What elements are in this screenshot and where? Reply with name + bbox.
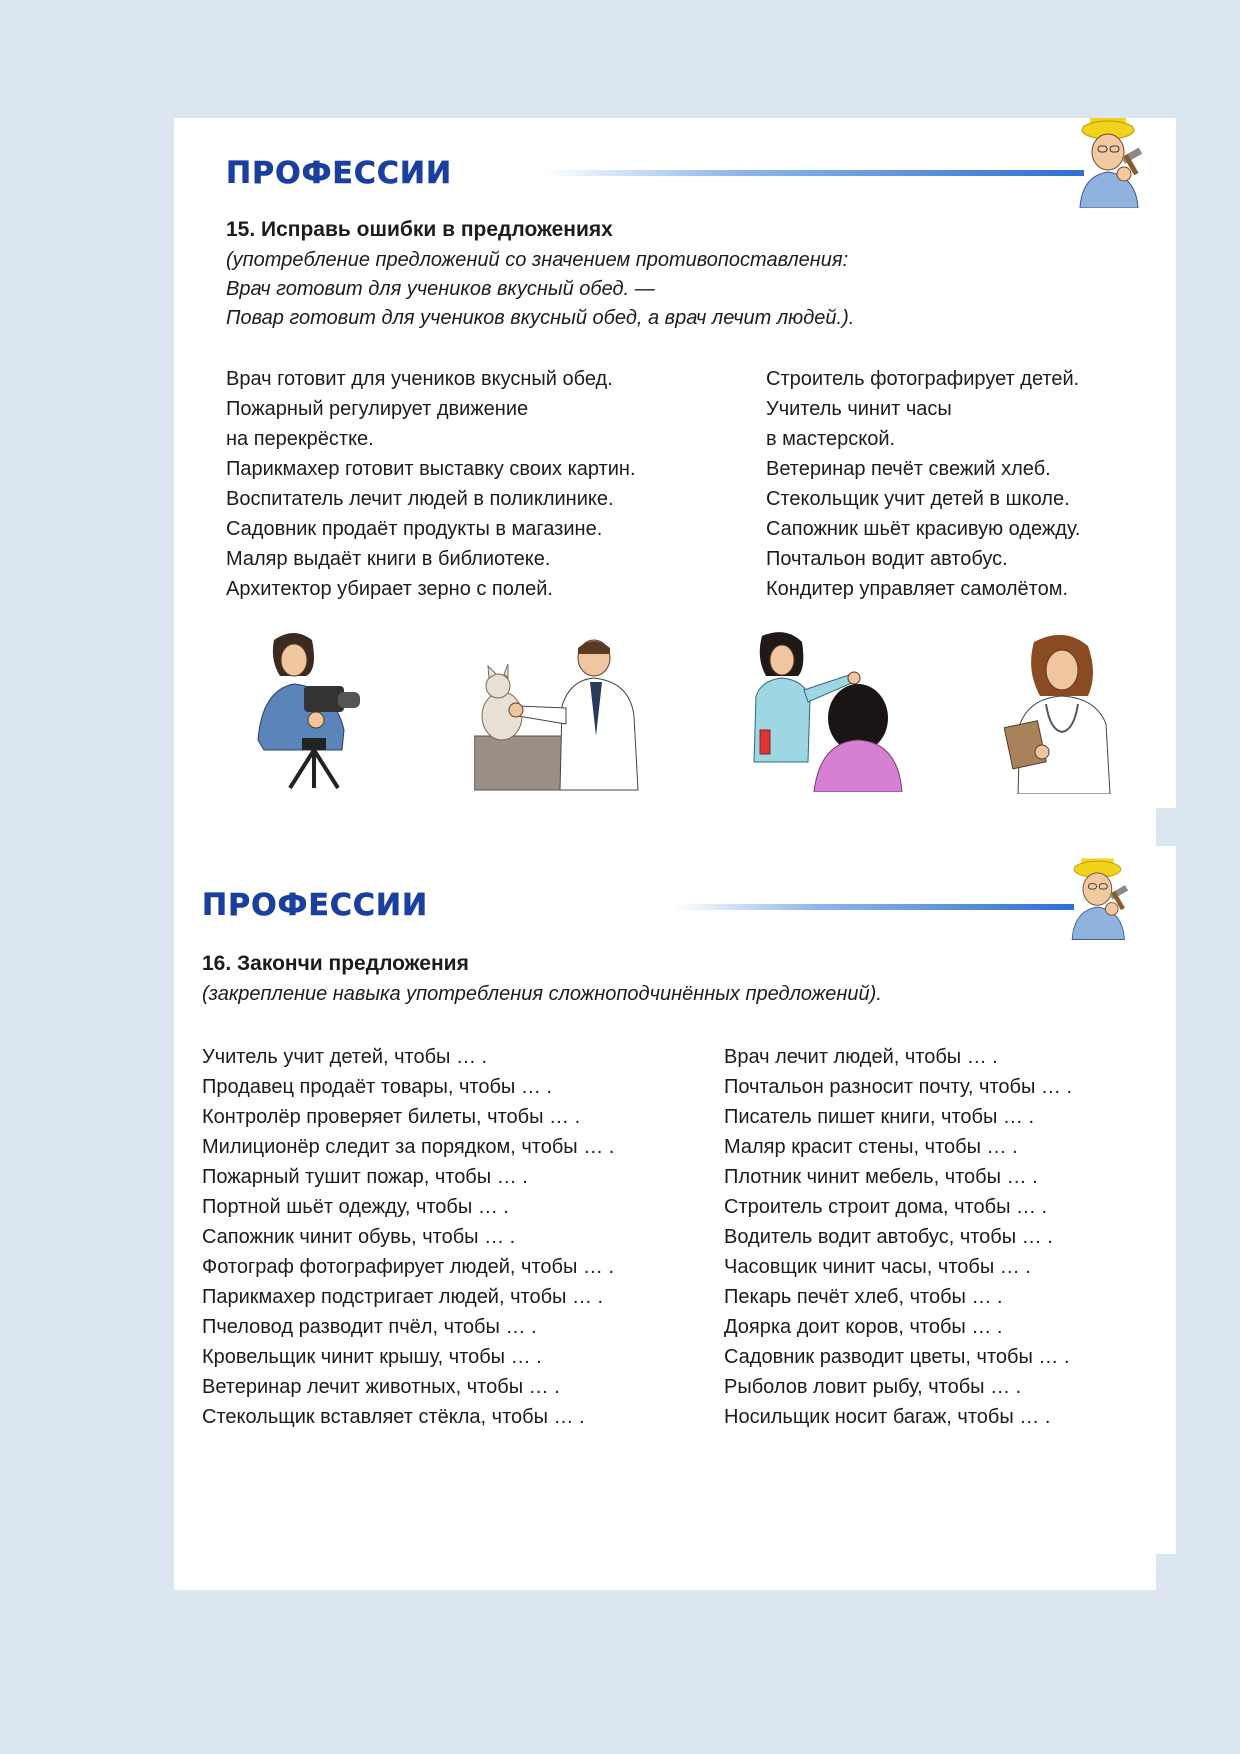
sentence-line: Стекольщик учит детей в школе. [766,488,1070,510]
sentence-line: Доярка доит коров, чтобы … . [724,1316,1003,1338]
sentence-line: Архитектор убирает зерно с полей. [226,578,553,600]
sentence-line: Сапожник чинит обувь, чтобы … . [202,1226,516,1248]
sentence-line: в мастерской. [766,428,896,450]
sentence-line: Строитель фотографирует детей. [766,368,1080,390]
sentence-line: Почтальон водит автобус. [766,548,1008,570]
sentence-line: Садовник продаёт продукты в магазине. [226,518,603,540]
task-note [202,980,882,1009]
sentence-line: Фотограф фотографирует людей, чтобы … . [202,1256,615,1278]
title-divider [544,170,1084,176]
section-title: ПРОФЕССИИ [202,888,429,923]
sentences-right-column [724,1042,1072,1432]
page-edge-notch [1156,1554,1176,1590]
sentence-line: Воспитатель лечит людей в поликлинике. [226,488,614,510]
sentence-line: Пожарный тушит пожар, чтобы … . [202,1166,528,1188]
note-line: Врач готовит для учеников вкусный обед. — [226,278,655,300]
sentence-line: Милиционёр следит за порядком, чтобы … . [202,1136,615,1158]
sentence-line: Маляр красит стены, чтобы … . [724,1136,1018,1158]
veterinarian-illustration [474,636,644,791]
sentences-left-column [202,1042,614,1432]
sentence-line: Парикмахер подстригает людей, чтобы … . [202,1286,604,1308]
sentence-line: Кровельщик чинит крышу, чтобы … . [202,1346,542,1368]
sentence-line: Контролёр проверяет билеты, чтобы … . [202,1106,581,1128]
sentence-line: Портной шьёт одежду, чтобы … . [202,1196,509,1218]
sentence-line: Ветеринар печёт свежий хлеб. [766,458,1051,480]
section-title: ПРОФЕССИИ [226,156,453,191]
note-line: (закрепление навыка употребления сложноподчинённых предложений). [202,983,882,1005]
sentence-line: Рыболов ловит рыбу, чтобы … . [724,1376,1022,1398]
sentence-line: Пожарный регулирует движение [226,398,529,420]
sentence-line: Носильщик носит багаж, чтобы … . [724,1406,1051,1428]
sentence-line: Пчеловод разводит пчёл, чтобы … . [202,1316,537,1338]
sentence-line: на перекрёстке. [226,428,374,450]
sentence-line: Врач готовит для учеников вкусный обед. [226,368,613,390]
sentence-line: Часовщик чинит часы, чтобы … . [724,1256,1031,1278]
sentence-line: Садовник разводит цветы, чтобы … . [724,1346,1070,1368]
sentence-line: Продавец продаёт товары, чтобы … . [202,1076,552,1098]
photographer-illustration [254,630,374,790]
sentence-line: Почтальон разносит почту, чтобы … . [724,1076,1073,1098]
sentence-line: Плотник чинит мебель, чтобы … . [724,1166,1038,1188]
sentence-line: Писатель пишет книги, чтобы … . [724,1106,1035,1128]
sentence-line: Пекарь печёт хлеб, чтобы … . [724,1286,1003,1308]
note-line: Повар готовит для учеников вкусный обед, а врач лечит людей.). [226,307,855,329]
task-note [226,246,854,333]
sentence-line: Учитель учит детей, чтобы … . [202,1046,488,1068]
task-heading: 15. Исправь ошибки в предложениях [226,218,613,241]
builder-mascot-icon [1062,118,1162,208]
worksheet-page [174,118,1176,1590]
sentence-line: Маляр выдаёт книги в библиотеке. [226,548,551,570]
sentence-line: Сапожник шьёт красивую одежду. [766,518,1081,540]
sentence-line: Парикмахер готовит выставку своих картин. [226,458,636,480]
page-edge-notch [1156,808,1176,846]
sentence-line: Стекольщик вставляет стёкла, чтобы … . [202,1406,585,1428]
sentences-right-column [766,364,1081,604]
sentence-line: Учитель чинит часы [766,398,952,420]
sentence-line: Кондитер управляет самолётом. [766,578,1069,600]
note-line: (употребление предложений со значением противопоставления: [226,249,849,271]
hairdresser-illustration [742,632,912,792]
sentence-line: Водитель водит автобус, чтобы … . [724,1226,1053,1248]
sentences-left-column [226,364,636,604]
task-heading: 16. Закончи предложения [202,952,469,975]
doctor-illustration [1004,634,1124,794]
sentence-line: Ветеринар лечит животных, чтобы … . [202,1376,560,1398]
sentence-line: Врач лечит людей, чтобы … . [724,1046,998,1068]
title-divider [674,904,1074,910]
builder-mascot-icon [1056,854,1146,944]
sentence-line: Строитель строит дома, чтобы … . [724,1196,1048,1218]
